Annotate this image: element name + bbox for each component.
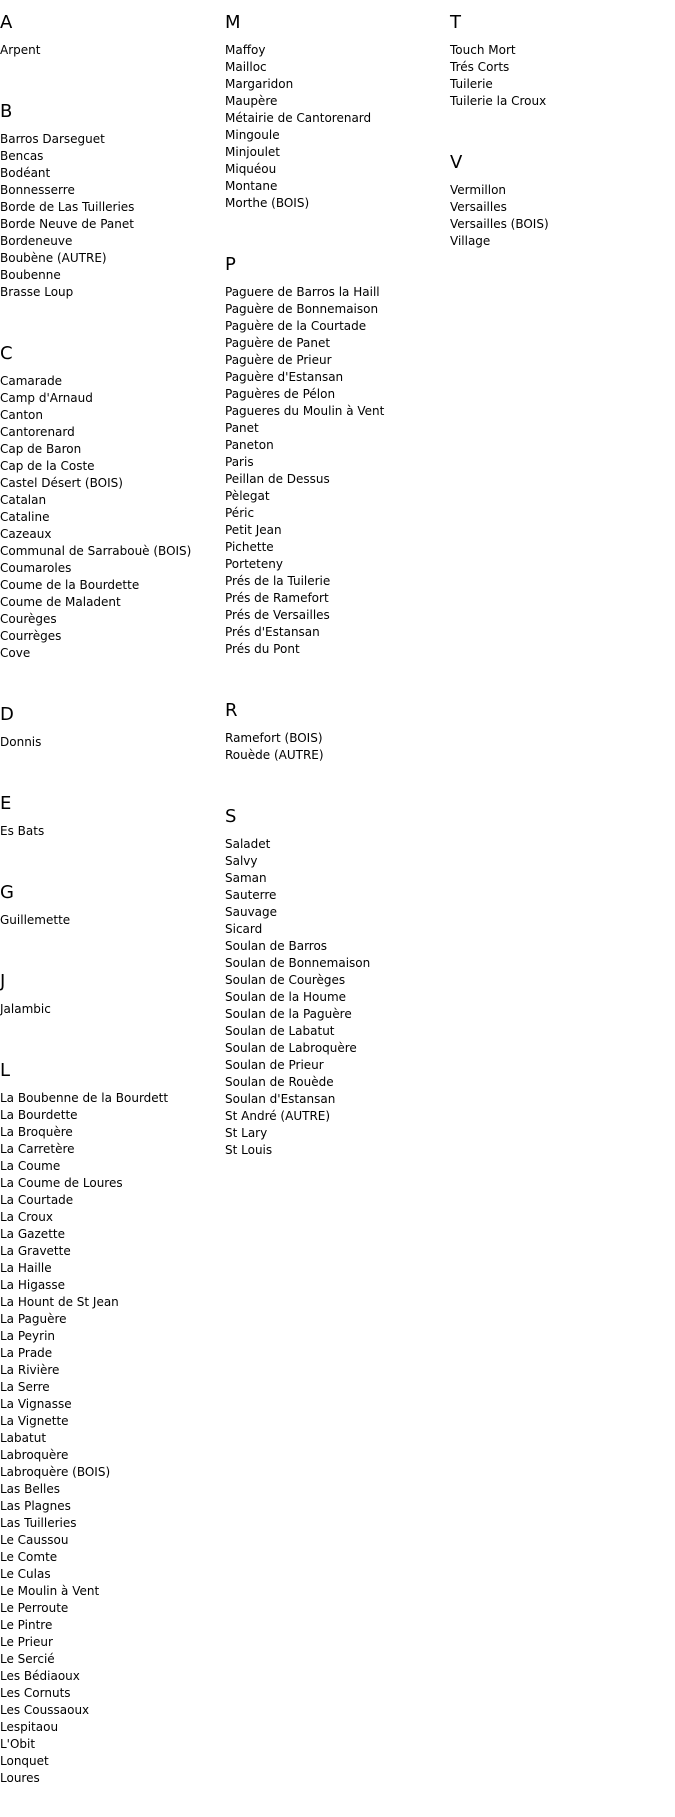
place-link[interactable]: Las Belles <box>0 1482 61 1496</box>
place-link[interactable]: Sauvage <box>225 905 278 919</box>
place-link[interactable]: Borde Neuve de Panet <box>0 217 134 231</box>
column-1 <box>0 0 210 1817</box>
place-link[interactable]: Pèlegat <box>225 489 270 503</box>
place-link[interactable]: La Haille <box>0 1261 52 1275</box>
place-link[interactable]: Labatut <box>0 1431 47 1445</box>
letter-heading: P <box>225 254 236 275</box>
place-link[interactable]: Versailles <box>450 200 507 214</box>
place-link[interactable]: La Gazette <box>0 1227 65 1241</box>
place-link[interactable]: Versailles (BOIS) <box>450 217 549 231</box>
place-link[interactable]: Porteteny <box>225 557 283 571</box>
place-link[interactable]: Paguère d'Estansan <box>225 370 344 384</box>
place-link[interactable]: La Prade <box>0 1346 53 1360</box>
place-link[interactable]: Les Bédiaoux <box>0 1669 80 1683</box>
place-link[interactable]: Paguère de Panet <box>225 336 331 350</box>
place-link[interactable]: La Coume <box>0 1159 61 1173</box>
place-link[interactable]: Soulan de la Paguère <box>225 1007 352 1021</box>
place-link[interactable]: Prés de Versailles <box>225 608 330 622</box>
place-link[interactable]: Vermillon <box>450 183 507 197</box>
place-link[interactable]: Las Tuilleries <box>0 1516 77 1530</box>
place-link[interactable]: Coume de Maladent <box>0 595 121 609</box>
place-link[interactable]: Prés de Ramefort <box>225 591 329 605</box>
place-link[interactable]: Paguère de Prieur <box>225 353 332 367</box>
place-link[interactable]: Cazeaux <box>0 527 52 541</box>
place-link[interactable]: Paneton <box>225 438 274 452</box>
place-link[interactable]: Prés du Pont <box>225 642 300 656</box>
letter-heading: T <box>450 12 461 33</box>
place-link[interactable]: Rouède (AUTRE) <box>225 748 324 762</box>
place-link[interactable]: La Coume de Loures <box>0 1176 123 1190</box>
place-link[interactable]: Soulan de Labroquère <box>225 1041 357 1055</box>
letter-section-t <box>450 0 660 110</box>
place-link[interactable]: Las Plagnes <box>0 1499 71 1513</box>
place-link[interactable]: Le Culas <box>0 1567 51 1581</box>
place-link[interactable]: Arpent <box>0 43 41 57</box>
letter-heading: D <box>0 704 14 725</box>
letter-heading: M <box>225 12 241 33</box>
place-link[interactable]: Paguere de Barros la Haill <box>225 285 380 299</box>
letter-section-v <box>450 140 660 250</box>
place-link[interactable]: Jalambic <box>0 1002 51 1016</box>
place-link[interactable]: La Courtade <box>0 1193 74 1207</box>
place-link[interactable]: Prés d'Estansan <box>225 625 320 639</box>
place-link[interactable]: Le Pintre <box>0 1618 53 1632</box>
place-link[interactable]: Canton <box>0 408 43 422</box>
letter-heading: R <box>225 700 238 721</box>
place-link[interactable]: Salvy <box>225 854 258 868</box>
place-link[interactable]: Castel Désert (BOIS) <box>0 476 123 490</box>
place-link[interactable]: Tuilerie <box>450 77 493 91</box>
letter-section-b <box>0 89 210 301</box>
letter-section-p <box>225 242 435 658</box>
place-link[interactable]: Boubenne <box>0 268 61 282</box>
place-link[interactable]: Cataline <box>0 510 50 524</box>
place-link[interactable]: Borde de Las Tuilleries <box>0 200 135 214</box>
letter-section-s <box>225 794 435 1159</box>
place-link[interactable]: Le Comte <box>0 1550 58 1564</box>
place-link[interactable]: L'Obit <box>0 1737 36 1751</box>
place-link[interactable]: Les Cornuts <box>0 1686 71 1700</box>
place-link[interactable]: Courèges <box>0 612 57 626</box>
place-link[interactable]: Cap de Baron <box>0 442 82 456</box>
letter-heading: S <box>225 806 237 827</box>
column-3 <box>450 0 660 280</box>
place-link[interactable]: La Broquère <box>0 1125 73 1139</box>
letter-section-l <box>0 1048 210 1787</box>
place-link[interactable]: Coumaroles <box>0 561 72 575</box>
place-link[interactable]: Soulan de Rouède <box>225 1075 334 1089</box>
letter-section-r <box>225 688 435 764</box>
place-link[interactable]: La Serre <box>0 1380 50 1394</box>
letter-section-g <box>0 870 210 929</box>
letter-heading: C <box>0 343 13 364</box>
place-link[interactable]: Miquéou <box>225 162 277 176</box>
place-link[interactable]: Morthe (BOIS) <box>225 196 310 210</box>
place-link[interactable]: La Carretère <box>0 1142 75 1156</box>
place-link[interactable]: Soulan de Bonnemaison <box>225 956 371 970</box>
place-link[interactable]: Coume de la Bourdette <box>0 578 140 592</box>
place-link[interactable]: Mailloc <box>225 60 267 74</box>
place-link[interactable]: Brasse Loup <box>0 285 74 299</box>
place-link[interactable]: Camarade <box>0 374 63 388</box>
place-link[interactable]: Peillan de Dessus <box>225 472 330 486</box>
letter-section-c <box>0 331 210 662</box>
place-link[interactable]: La Bourdette <box>0 1108 78 1122</box>
place-link[interactable]: Lespitaou <box>0 1720 59 1734</box>
letter-section-d <box>0 692 210 751</box>
letter-heading: J <box>0 971 6 992</box>
place-link[interactable]: Tuilerie la Croux <box>450 94 547 108</box>
place-link[interactable]: Lonquet <box>0 1754 49 1768</box>
place-link[interactable]: Montane <box>225 179 278 193</box>
place-link[interactable]: Mingoule <box>225 128 280 142</box>
place-link[interactable]: La Boubenne de la Bourdett <box>0 1091 169 1105</box>
place-link[interactable]: Es Bats <box>0 824 45 838</box>
place-link[interactable]: La Higasse <box>0 1278 66 1292</box>
place-link[interactable]: Le Prieur <box>0 1635 53 1649</box>
place-link[interactable]: La Vignette <box>0 1414 69 1428</box>
place-link[interactable]: Communal de Sarrabouè (BOIS) <box>0 544 192 558</box>
place-link[interactable]: Cantorenard <box>0 425 75 439</box>
place-link[interactable]: Prés de la Tuilerie <box>225 574 331 588</box>
place-link[interactable]: Cove <box>0 646 31 660</box>
place-link[interactable]: La Paguère <box>0 1312 67 1326</box>
place-link[interactable]: Le Caussou <box>0 1533 69 1547</box>
place-link[interactable]: Le Moulin à Vent <box>0 1584 100 1598</box>
place-link[interactable]: Village <box>450 234 491 248</box>
place-link[interactable]: La Croux <box>0 1210 53 1224</box>
place-link[interactable]: Saladet <box>225 837 271 851</box>
place-link[interactable]: Sauterre <box>225 888 277 902</box>
place-link[interactable]: Catalan <box>0 493 47 507</box>
place-link[interactable]: Péric <box>225 506 255 520</box>
place-link[interactable]: Petit Jean <box>225 523 282 537</box>
place-link[interactable]: Maupère <box>225 94 278 108</box>
place-link[interactable]: Barros Darseguet <box>0 132 105 146</box>
place-link[interactable]: St Louis <box>225 1143 273 1157</box>
place-link[interactable]: Boubène (AUTRE) <box>0 251 107 265</box>
place-link[interactable]: St André (AUTRE) <box>225 1109 331 1123</box>
place-link[interactable]: Soulan de Prieur <box>225 1058 324 1072</box>
letter-heading: G <box>0 882 14 903</box>
place-link[interactable]: Minjoulet <box>225 145 280 159</box>
letter-heading: A <box>0 12 13 33</box>
place-link[interactable]: Métairie de Cantorenard <box>225 111 372 125</box>
place-link[interactable]: Loures <box>0 1771 40 1785</box>
place-link[interactable]: Cap de la Coste <box>0 459 95 473</box>
place-link[interactable]: Soulan de Labatut <box>225 1024 335 1038</box>
place-link[interactable]: Le Perroute <box>0 1601 69 1615</box>
place-link[interactable]: Paguères de Pélon <box>225 387 336 401</box>
place-link[interactable]: Sicard <box>225 922 263 936</box>
place-link[interactable]: Bordeneuve <box>0 234 73 248</box>
column-2 <box>225 0 435 1189</box>
place-link[interactable]: Bencas <box>0 149 44 163</box>
letter-heading: E <box>0 793 12 814</box>
letter-heading: B <box>0 101 13 122</box>
place-link[interactable]: Panet <box>225 421 259 435</box>
place-link[interactable]: La Gravette <box>0 1244 71 1258</box>
place-link[interactable]: Pagueres du Moulin à Vent <box>225 404 385 418</box>
letter-section-m <box>225 0 435 212</box>
place-link[interactable]: Saman <box>225 871 267 885</box>
place-link[interactable]: Labroquère <box>0 1448 69 1462</box>
letter-heading: L <box>0 1060 11 1081</box>
place-link[interactable]: Trés Corts <box>450 60 510 74</box>
place-link[interactable]: Maffoy <box>225 43 266 57</box>
place-link[interactable]: Paris <box>225 455 254 469</box>
place-link[interactable]: Donnis <box>0 735 42 749</box>
letter-heading: V <box>450 152 463 173</box>
place-link[interactable]: La Rivière <box>0 1363 60 1377</box>
place-link[interactable]: Bonnesserre <box>0 183 75 197</box>
place-link[interactable]: Soulan de la Houme <box>225 990 347 1004</box>
place-link[interactable]: Guillemette <box>0 913 71 927</box>
place-link[interactable]: Courrèges <box>0 629 62 643</box>
place-link[interactable]: Paguère de Bonnemaison <box>225 302 379 316</box>
place-link[interactable]: Soulan de Barros <box>225 939 328 953</box>
letter-section-e <box>0 781 210 840</box>
place-link[interactable]: Le Sercié <box>0 1652 55 1666</box>
place-link[interactable]: La Vignasse <box>0 1397 72 1411</box>
place-link[interactable]: Touch Mort <box>450 43 516 57</box>
place-link[interactable]: Bodéant <box>0 166 51 180</box>
place-link[interactable]: Soulan d'Estansan <box>225 1092 336 1106</box>
place-link[interactable]: Soulan de Courèges <box>225 973 346 987</box>
place-link[interactable]: Labroquère (BOIS) <box>0 1465 111 1479</box>
place-link[interactable]: Margaridon <box>225 77 294 91</box>
place-link[interactable]: Ramefort (BOIS) <box>225 731 323 745</box>
place-link[interactable]: Pichette <box>225 540 274 554</box>
place-link[interactable]: La Peyrin <box>0 1329 56 1343</box>
place-link[interactable]: Paguère de la Courtade <box>225 319 367 333</box>
letter-section-j <box>0 959 210 1018</box>
place-link[interactable]: La Hount de St Jean <box>0 1295 119 1309</box>
letter-section-a <box>0 0 210 59</box>
place-link[interactable]: St Lary <box>225 1126 268 1140</box>
place-link[interactable]: Camp d'Arnaud <box>0 391 93 405</box>
place-link[interactable]: Les Coussaoux <box>0 1703 90 1717</box>
